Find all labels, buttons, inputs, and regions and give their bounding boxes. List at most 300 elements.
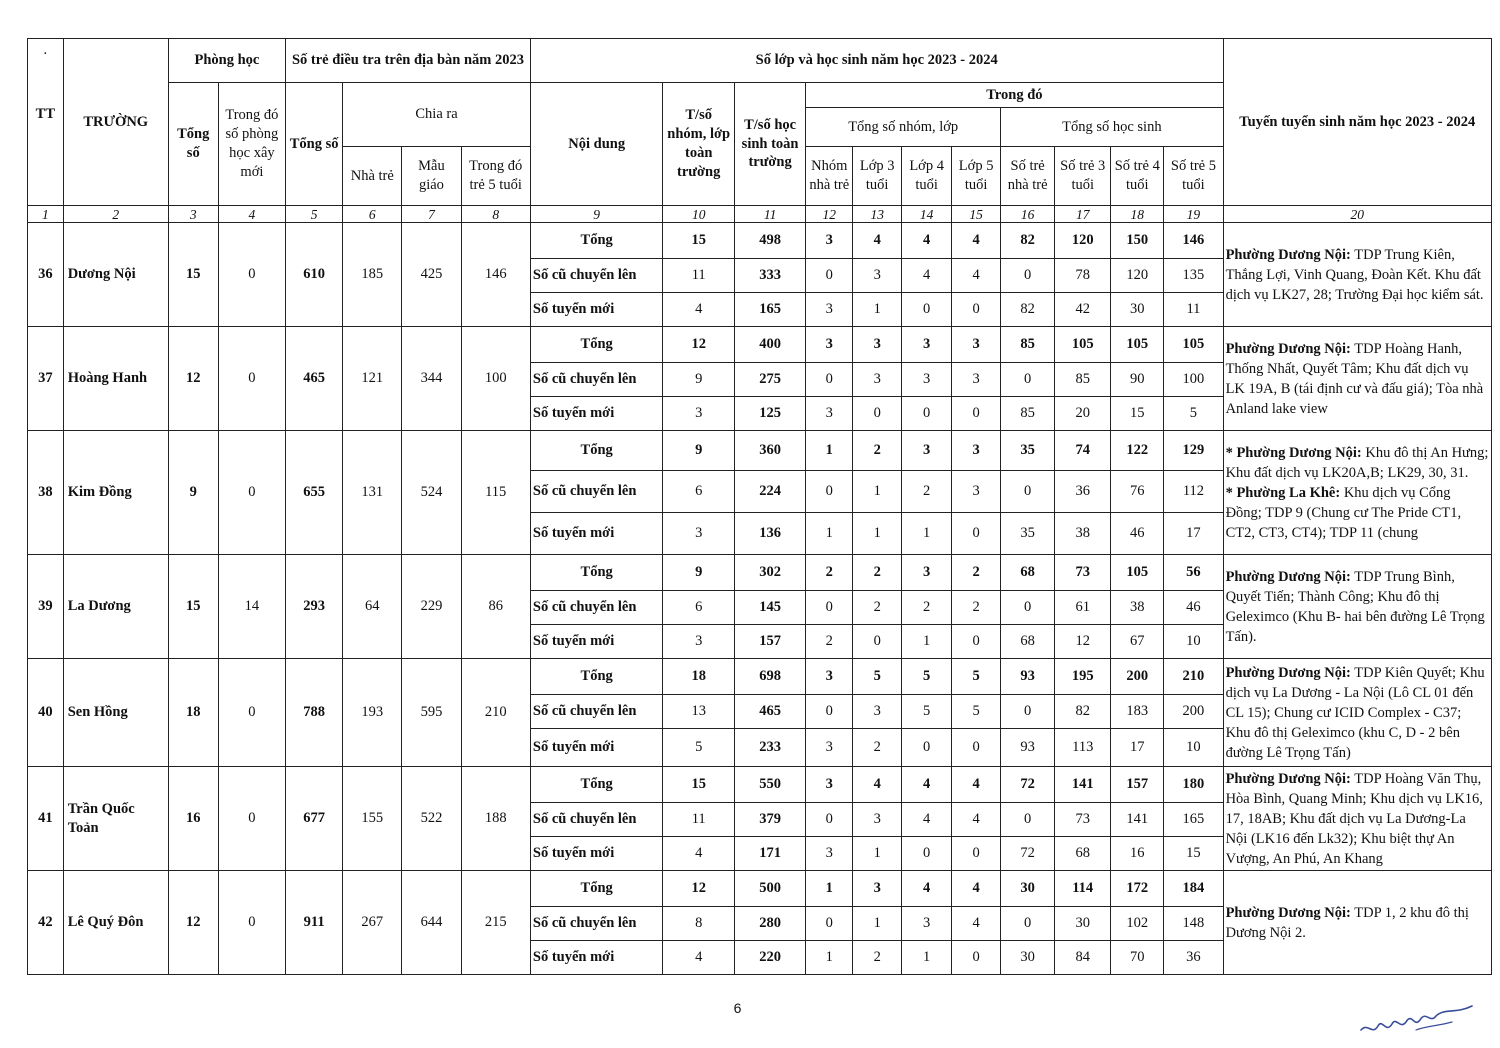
value-cell: 30 bbox=[1001, 871, 1055, 907]
value-cell: 35 bbox=[1001, 513, 1055, 555]
value-cell: 35 bbox=[1001, 431, 1055, 471]
value-cell: 180 bbox=[1164, 767, 1223, 803]
value-cell: 30 bbox=[1111, 293, 1164, 327]
value-cell: 4 bbox=[952, 767, 1001, 803]
value-cell: 148 bbox=[1164, 907, 1223, 941]
row-content-label: Tổng bbox=[530, 223, 663, 259]
value-cell: 93 bbox=[1001, 659, 1055, 695]
value-cell: 5 bbox=[1164, 397, 1223, 431]
column-index: 1 bbox=[28, 206, 64, 223]
value-cell: 0 bbox=[902, 293, 952, 327]
survey-five: 86 bbox=[461, 555, 530, 659]
header-survey-five: Trong đó trẻ 5 tuổi bbox=[461, 147, 530, 206]
value-cell: 61 bbox=[1055, 591, 1111, 625]
header-survey-split: Chia ra bbox=[343, 83, 531, 147]
value-cell: 3 bbox=[663, 397, 734, 431]
column-index: 5 bbox=[286, 206, 343, 223]
rooms-new: 0 bbox=[218, 327, 285, 431]
value-cell: 5 bbox=[952, 659, 1001, 695]
value-cell: 4 bbox=[902, 871, 952, 907]
header-of-which: Trong đó bbox=[806, 83, 1223, 108]
survey-total: 911 bbox=[286, 871, 343, 975]
header-rooms: Phòng học bbox=[168, 39, 285, 83]
value-cell: 5 bbox=[902, 695, 952, 729]
header-g-nursery: Nhóm nhà trẻ bbox=[806, 147, 853, 206]
value-cell: 38 bbox=[1055, 513, 1111, 555]
value-cell: 141 bbox=[1111, 803, 1164, 837]
value-cell: 4 bbox=[952, 907, 1001, 941]
note-ward: Phường Dương Nội: bbox=[1225, 246, 1351, 263]
value-cell: 5 bbox=[952, 695, 1001, 729]
value-cell: 135 bbox=[1164, 259, 1223, 293]
rooms-new: 0 bbox=[218, 871, 285, 975]
column-index: 20 bbox=[1223, 206, 1491, 223]
value-cell: 233 bbox=[734, 729, 805, 767]
table-row bbox=[28, 767, 1492, 803]
rooms-total: 15 bbox=[168, 223, 218, 327]
value-cell: 0 bbox=[952, 397, 1001, 431]
value-cell: 11 bbox=[663, 803, 734, 837]
value-cell: 157 bbox=[1111, 767, 1164, 803]
value-cell: 465 bbox=[734, 695, 805, 729]
header-students-total: T/số học sinh toàn trường bbox=[734, 83, 805, 206]
survey-total: 293 bbox=[286, 555, 343, 659]
survey-kinder: 524 bbox=[402, 431, 461, 555]
value-cell: 82 bbox=[1001, 223, 1055, 259]
value-cell: 105 bbox=[1164, 327, 1223, 363]
column-index: 11 bbox=[734, 206, 805, 223]
value-cell: 3 bbox=[806, 659, 853, 695]
enrollment-area-note bbox=[1223, 659, 1491, 767]
value-cell: 12 bbox=[663, 327, 734, 363]
row-content-label: Tổng bbox=[530, 659, 663, 695]
value-cell: 0 bbox=[853, 397, 902, 431]
value-cell: 275 bbox=[734, 363, 805, 397]
survey-nursery: 193 bbox=[343, 659, 402, 767]
value-cell: 195 bbox=[1055, 659, 1111, 695]
value-cell: 1 bbox=[902, 625, 952, 659]
value-cell: 9 bbox=[663, 363, 734, 397]
column-index: 15 bbox=[952, 206, 1001, 223]
header-survey-nursery: Nhà trẻ bbox=[343, 147, 402, 206]
value-cell: 3 bbox=[902, 431, 952, 471]
school-name: Trần Quốc Toản bbox=[63, 767, 168, 871]
survey-nursery: 121 bbox=[343, 327, 402, 431]
value-cell: 129 bbox=[1164, 431, 1223, 471]
value-cell: 16 bbox=[1111, 837, 1164, 871]
value-cell: 72 bbox=[1001, 837, 1055, 871]
survey-five: 146 bbox=[461, 223, 530, 327]
value-cell: 0 bbox=[1001, 803, 1055, 837]
value-cell: 2 bbox=[853, 555, 902, 591]
survey-total: 788 bbox=[286, 659, 343, 767]
value-cell: 157 bbox=[734, 625, 805, 659]
value-cell: 4 bbox=[902, 803, 952, 837]
enrollment-area-note bbox=[1223, 431, 1491, 555]
rooms-new: 0 bbox=[218, 431, 285, 555]
value-cell: 15 bbox=[663, 767, 734, 803]
value-cell: 698 bbox=[734, 659, 805, 695]
value-cell: 1 bbox=[853, 513, 902, 555]
value-cell: 102 bbox=[1111, 907, 1164, 941]
value-cell: 0 bbox=[952, 729, 1001, 767]
value-cell: 0 bbox=[1001, 695, 1055, 729]
value-cell: 183 bbox=[1111, 695, 1164, 729]
value-cell: 105 bbox=[1111, 327, 1164, 363]
school-name: Dương Nội bbox=[63, 223, 168, 327]
row-content-label: Số cũ chuyển lên bbox=[530, 591, 663, 625]
value-cell: 3 bbox=[806, 767, 853, 803]
value-cell: 3 bbox=[902, 363, 952, 397]
header-g-5: Lớp 5 tuổi bbox=[952, 147, 1001, 206]
value-cell: 1 bbox=[806, 941, 853, 975]
school-name: La Dương bbox=[63, 555, 168, 659]
value-cell: 3 bbox=[952, 431, 1001, 471]
value-cell: 4 bbox=[902, 259, 952, 293]
value-cell: 150 bbox=[1111, 223, 1164, 259]
column-index: 10 bbox=[663, 206, 734, 223]
value-cell: 171 bbox=[734, 837, 805, 871]
value-cell: 200 bbox=[1111, 659, 1164, 695]
value-cell: 9 bbox=[663, 555, 734, 591]
row-content-label: Số tuyển mới bbox=[530, 397, 663, 431]
value-cell: 1 bbox=[806, 431, 853, 471]
value-cell: 1 bbox=[853, 471, 902, 513]
rooms-new: 0 bbox=[218, 659, 285, 767]
rooms-total: 16 bbox=[168, 767, 218, 871]
value-cell: 0 bbox=[1001, 259, 1055, 293]
school-tt: 36 bbox=[28, 223, 64, 327]
row-content-label: Số tuyển mới bbox=[530, 837, 663, 871]
value-cell: 6 bbox=[663, 471, 734, 513]
value-cell: 36 bbox=[1055, 471, 1111, 513]
survey-kinder: 425 bbox=[402, 223, 461, 327]
header-s-5: Số trẻ 5 tuổi bbox=[1164, 147, 1223, 206]
handwritten-signature bbox=[1356, 1000, 1476, 1040]
value-cell: 379 bbox=[734, 803, 805, 837]
value-cell: 42 bbox=[1055, 293, 1111, 327]
value-cell: 165 bbox=[734, 293, 805, 327]
header-group-count: Tổng số nhóm, lớp bbox=[806, 108, 1001, 147]
value-cell: 4 bbox=[952, 803, 1001, 837]
value-cell: 210 bbox=[1164, 659, 1223, 695]
table-row bbox=[28, 871, 1492, 907]
value-cell: 85 bbox=[1001, 327, 1055, 363]
row-content-label: Số cũ chuyển lên bbox=[530, 803, 663, 837]
value-cell: 360 bbox=[734, 431, 805, 471]
value-cell: 3 bbox=[853, 363, 902, 397]
table-row bbox=[28, 327, 1492, 363]
column-index: 18 bbox=[1111, 206, 1164, 223]
value-cell: 1 bbox=[902, 513, 952, 555]
value-cell: 3 bbox=[853, 259, 902, 293]
value-cell: 84 bbox=[1055, 941, 1111, 975]
note-text: TDP Hoàng Văn Thụ, Hòa Bình, Quang Minh; Khu dịch vụ LK16, 17, 18AB; Khu đất dịch vụ La Dương-La Nội (LK16 đến Lk32); Khu biệt thự An Vượng, An Phú, An Khang bbox=[1225, 770, 1483, 867]
survey-kinder: 595 bbox=[402, 659, 461, 767]
value-cell: 90 bbox=[1111, 363, 1164, 397]
note-text: TDP Trung Kiên, Thắng Lợi, Vinh Quang, Đoàn Kết. Khu đất dịch vụ LK27, 28; Trường Đại học kiểm sát. bbox=[1225, 246, 1484, 303]
school-name: Hoàng Hanh bbox=[63, 327, 168, 431]
row-content-label: Tổng bbox=[530, 327, 663, 363]
value-cell: 0 bbox=[806, 591, 853, 625]
survey-nursery: 155 bbox=[343, 767, 402, 871]
row-content-label: Số cũ chuyển lên bbox=[530, 695, 663, 729]
value-cell: 4 bbox=[663, 293, 734, 327]
value-cell: 498 bbox=[734, 223, 805, 259]
value-cell: 10 bbox=[1164, 729, 1223, 767]
column-index: 19 bbox=[1164, 206, 1223, 223]
row-content-label: Số cũ chuyển lên bbox=[530, 363, 663, 397]
value-cell: 141 bbox=[1055, 767, 1111, 803]
rooms-total: 12 bbox=[168, 327, 218, 431]
value-cell: 0 bbox=[902, 729, 952, 767]
value-cell: 0 bbox=[806, 803, 853, 837]
value-cell: 0 bbox=[1001, 471, 1055, 513]
value-cell: 3 bbox=[806, 397, 853, 431]
row-content-label: Số cũ chuyển lên bbox=[530, 907, 663, 941]
column-index: 14 bbox=[902, 206, 952, 223]
value-cell: 105 bbox=[1111, 555, 1164, 591]
value-cell: 76 bbox=[1111, 471, 1164, 513]
row-content-label: Tổng bbox=[530, 431, 663, 471]
value-cell: 0 bbox=[1001, 907, 1055, 941]
value-cell: 9 bbox=[663, 431, 734, 471]
rooms-total: 12 bbox=[168, 871, 218, 975]
value-cell: 3 bbox=[952, 363, 1001, 397]
value-cell: 105 bbox=[1055, 327, 1111, 363]
survey-kinder: 229 bbox=[402, 555, 461, 659]
value-cell: 0 bbox=[902, 837, 952, 871]
column-index: 6 bbox=[343, 206, 402, 223]
value-cell: 114 bbox=[1055, 871, 1111, 907]
value-cell: 0 bbox=[952, 513, 1001, 555]
enrollment-table bbox=[27, 38, 1492, 975]
value-cell: 136 bbox=[734, 513, 805, 555]
table-header bbox=[28, 39, 1492, 206]
enrollment-area-note bbox=[1223, 767, 1491, 871]
value-cell: 3 bbox=[806, 223, 853, 259]
header-s-3: Số trẻ 3 tuổi bbox=[1055, 147, 1111, 206]
value-cell: 3 bbox=[902, 907, 952, 941]
column-index: 8 bbox=[461, 206, 530, 223]
survey-nursery: 267 bbox=[343, 871, 402, 975]
header-survey-total: Tổng số bbox=[286, 83, 343, 206]
survey-total: 677 bbox=[286, 767, 343, 871]
value-cell: 15 bbox=[663, 223, 734, 259]
value-cell: 184 bbox=[1164, 871, 1223, 907]
rooms-total: 18 bbox=[168, 659, 218, 767]
survey-five: 115 bbox=[461, 431, 530, 555]
value-cell: 200 bbox=[1164, 695, 1223, 729]
row-content-label: Tổng bbox=[530, 767, 663, 803]
value-cell: 1 bbox=[853, 293, 902, 327]
value-cell: 93 bbox=[1001, 729, 1055, 767]
value-cell: 400 bbox=[734, 327, 805, 363]
value-cell: 220 bbox=[734, 941, 805, 975]
survey-five: 215 bbox=[461, 871, 530, 975]
value-cell: 15 bbox=[1164, 837, 1223, 871]
value-cell: 112 bbox=[1164, 471, 1223, 513]
enrollment-area-note bbox=[1223, 223, 1491, 327]
school-name: Kim Đồng bbox=[63, 431, 168, 555]
value-cell: 73 bbox=[1055, 803, 1111, 837]
value-cell: 4 bbox=[902, 767, 952, 803]
rooms-new: 0 bbox=[218, 223, 285, 327]
header-student-count: Tổng số học sinh bbox=[1001, 108, 1223, 147]
header-s-nursery: Số trẻ nhà trẻ bbox=[1001, 147, 1055, 206]
school-tt: 37 bbox=[28, 327, 64, 431]
value-cell: 4 bbox=[663, 941, 734, 975]
header-tt: TT bbox=[35, 106, 56, 122]
note-ward: * Phường La Khê: bbox=[1225, 484, 1341, 501]
value-cell: 36 bbox=[1164, 941, 1223, 975]
survey-five: 188 bbox=[461, 767, 530, 871]
value-cell: 2 bbox=[952, 555, 1001, 591]
survey-total: 610 bbox=[286, 223, 343, 327]
value-cell: 0 bbox=[952, 293, 1001, 327]
value-cell: 1 bbox=[806, 513, 853, 555]
value-cell: 3 bbox=[853, 695, 902, 729]
survey-kinder: 522 bbox=[402, 767, 461, 871]
value-cell: 38 bbox=[1111, 591, 1164, 625]
value-cell: 0 bbox=[806, 259, 853, 293]
row-content-label: Số tuyển mới bbox=[530, 941, 663, 975]
value-cell: 30 bbox=[1055, 907, 1111, 941]
column-index: 7 bbox=[402, 206, 461, 223]
row-content-label: Số tuyển mới bbox=[530, 513, 663, 555]
value-cell: 122 bbox=[1111, 431, 1164, 471]
value-cell: 8 bbox=[663, 907, 734, 941]
value-cell: 2 bbox=[952, 591, 1001, 625]
row-content-label: Tổng bbox=[530, 871, 663, 907]
column-index: 3 bbox=[168, 206, 218, 223]
enrollment-area-note bbox=[1223, 871, 1491, 975]
note-text: TDP Hoàng Hanh, Thống Nhất, Quyết Tâm; Khu đất dịch vụ LK 19A, B (tái định cư và đấu giá); Tòa nhà Anland lake view bbox=[1225, 340, 1484, 417]
value-cell: 17 bbox=[1164, 513, 1223, 555]
value-cell: 3 bbox=[663, 513, 734, 555]
value-cell: 0 bbox=[806, 907, 853, 941]
note-text: Khu đô thị An Hưng; Khu đất dịch vụ LK20A,B; LK29, 30, 31. bbox=[1225, 444, 1489, 481]
header-content: Nội dung bbox=[530, 83, 663, 206]
value-cell: 0 bbox=[952, 837, 1001, 871]
table-body bbox=[28, 206, 1492, 975]
note-ward: * Phường Dương Nội: bbox=[1225, 444, 1362, 461]
value-cell: 0 bbox=[952, 625, 1001, 659]
value-cell: 113 bbox=[1055, 729, 1111, 767]
value-cell: 0 bbox=[806, 471, 853, 513]
value-cell: 73 bbox=[1055, 555, 1111, 591]
value-cell: 165 bbox=[1164, 803, 1223, 837]
value-cell: 1 bbox=[853, 837, 902, 871]
note-ward: Phường Dương Nội: bbox=[1225, 340, 1351, 357]
school-tt: 42 bbox=[28, 871, 64, 975]
value-cell: 4 bbox=[952, 871, 1001, 907]
value-cell: 2 bbox=[853, 941, 902, 975]
value-cell: 17 bbox=[1111, 729, 1164, 767]
value-cell: 4 bbox=[663, 837, 734, 871]
header-rooms-total: Tổng số bbox=[168, 83, 218, 206]
value-cell: 2 bbox=[806, 555, 853, 591]
value-cell: 78 bbox=[1055, 259, 1111, 293]
table-row bbox=[28, 555, 1492, 591]
value-cell: 10 bbox=[1164, 625, 1223, 659]
header-survey: Số trẻ điều tra trên địa bàn năm 2023 bbox=[286, 39, 531, 83]
value-cell: 4 bbox=[853, 767, 902, 803]
value-cell: 4 bbox=[853, 223, 902, 259]
value-cell: 0 bbox=[902, 397, 952, 431]
header-g-4: Lớp 4 tuổi bbox=[902, 147, 952, 206]
value-cell: 100 bbox=[1164, 363, 1223, 397]
rooms-total: 15 bbox=[168, 555, 218, 659]
note-text: TDP 1, 2 khu đô thị Dương Nội 2. bbox=[1225, 904, 1469, 941]
value-cell: 3 bbox=[806, 293, 853, 327]
header-groups-total: T/số nhóm, lớp toàn trường bbox=[663, 83, 734, 206]
value-cell: 4 bbox=[952, 223, 1001, 259]
table-row bbox=[28, 659, 1492, 695]
value-cell: 4 bbox=[952, 259, 1001, 293]
value-cell: 2 bbox=[853, 729, 902, 767]
survey-nursery: 131 bbox=[343, 431, 402, 555]
value-cell: 3 bbox=[806, 837, 853, 871]
note-ward: Phường Dương Nội: bbox=[1225, 664, 1351, 681]
column-index: 13 bbox=[853, 206, 902, 223]
note-text: TDP Trung Bình, Quyết Tiến; Thành Công; Khu đô thị Geleximco (Khu B- hai bên đường Lê Trọng Tấn). bbox=[1225, 568, 1485, 645]
value-cell: 145 bbox=[734, 591, 805, 625]
table-row bbox=[28, 223, 1492, 259]
value-cell: 2 bbox=[806, 625, 853, 659]
value-cell: 82 bbox=[1001, 293, 1055, 327]
school-name: Lê Quý Đôn bbox=[63, 871, 168, 975]
survey-nursery: 64 bbox=[343, 555, 402, 659]
note-text: Khu dịch vụ Cổng Đồng; TDP 9 (Chung cư The Pride CT1, CT2, CT3, CT4); TDP 11 (chung bbox=[1225, 484, 1462, 541]
row-content-label: Số cũ chuyển lên bbox=[530, 259, 663, 293]
survey-kinder: 644 bbox=[402, 871, 461, 975]
row-content-label: Số cũ chuyển lên bbox=[530, 471, 663, 513]
value-cell: 82 bbox=[1055, 695, 1111, 729]
value-cell: 0 bbox=[806, 695, 853, 729]
school-name: Sen Hồng bbox=[63, 659, 168, 767]
rooms-total: 9 bbox=[168, 431, 218, 555]
value-cell: 3 bbox=[853, 327, 902, 363]
value-cell: 68 bbox=[1001, 625, 1055, 659]
value-cell: 500 bbox=[734, 871, 805, 907]
value-cell: 3 bbox=[806, 729, 853, 767]
value-cell: 12 bbox=[1055, 625, 1111, 659]
value-cell: 2 bbox=[902, 471, 952, 513]
school-tt: 39 bbox=[28, 555, 64, 659]
value-cell: 3 bbox=[952, 471, 1001, 513]
school-tt: 38 bbox=[28, 431, 64, 555]
value-cell: 0 bbox=[1001, 591, 1055, 625]
column-index: 9 bbox=[530, 206, 663, 223]
header-enroll: Tuyến tuyển sinh năm học 2023 - 2024 bbox=[1223, 39, 1491, 206]
header-classes: Số lớp và học sinh năm học 2023 - 2024 bbox=[530, 39, 1223, 83]
rooms-new: 0 bbox=[218, 767, 285, 871]
value-cell: 302 bbox=[734, 555, 805, 591]
header-school: TRƯỜNG bbox=[63, 39, 168, 206]
column-index: 12 bbox=[806, 206, 853, 223]
row-content-label: Số tuyển mới bbox=[530, 729, 663, 767]
value-cell: 1 bbox=[806, 871, 853, 907]
value-cell: 46 bbox=[1111, 513, 1164, 555]
table-row bbox=[28, 431, 1492, 471]
school-tt: 41 bbox=[28, 767, 64, 871]
value-cell: 15 bbox=[1111, 397, 1164, 431]
value-cell: 85 bbox=[1055, 363, 1111, 397]
value-cell: 74 bbox=[1055, 431, 1111, 471]
note-ward: Phường Dương Nội: bbox=[1225, 568, 1351, 585]
survey-kinder: 344 bbox=[402, 327, 461, 431]
